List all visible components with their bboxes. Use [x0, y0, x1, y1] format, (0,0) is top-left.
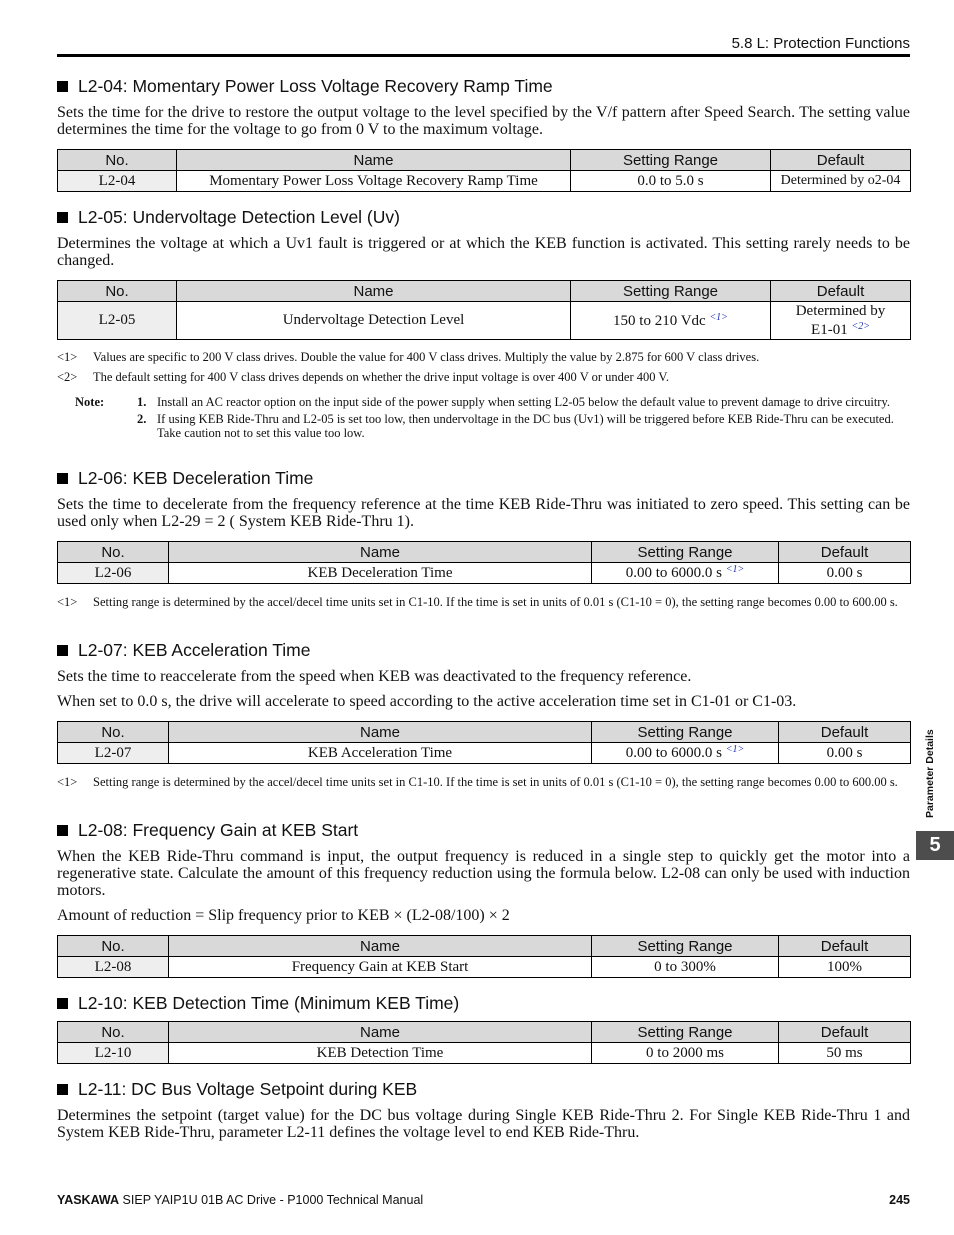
col-header-name: Name [169, 936, 592, 957]
document-title: SIEP YAIP1U 01B AC Drive - P1000 Technical Manual [122, 1193, 424, 1207]
cell-default: 50 ms [779, 1043, 911, 1064]
heading-text: L2-05: Undervoltage Detection Level (Uv) [78, 207, 400, 227]
default-line2: E1-01 [811, 322, 848, 338]
footnote [57, 774, 910, 790]
cell-range [571, 302, 771, 340]
bullet-square-icon [57, 825, 68, 836]
cell-default: 0.00 s [779, 563, 911, 584]
col-header-no: No. [58, 150, 177, 171]
heading-text: L2-11: DC Bus Voltage Setpoint during KEB [78, 1079, 418, 1099]
col-header-range: Setting Range [571, 150, 771, 171]
parameter-table-l2-05 [57, 280, 911, 340]
brand-name: YASKAWA [57, 1193, 120, 1207]
cell-range: 0.0 to 5.0 s [571, 171, 771, 192]
cell-no: L2-05 [58, 302, 177, 340]
table-row [58, 563, 911, 584]
heading-text: L2-04: Momentary Power Loss Voltage Recovery Ramp Time [78, 76, 553, 96]
bullet-square-icon [57, 645, 68, 656]
footnote-mark: <1> [57, 595, 78, 609]
cell-default: 100% [779, 957, 911, 978]
heading-l2-07 [57, 640, 310, 661]
note-block [75, 395, 910, 443]
col-header-no: No. [58, 542, 169, 563]
col-header-default: Default [771, 281, 911, 302]
description-l2-05: Determines the voltage at which a Uv1 fault is triggered or at which the KEB function is activated. This setting rarely needs to be changed. [57, 235, 910, 269]
col-header-range: Setting Range [592, 1022, 779, 1043]
cell-no: L2-04 [58, 171, 177, 192]
col-header-name: Name [177, 150, 571, 171]
footnote [57, 369, 910, 385]
heading-l2-11 [57, 1079, 417, 1100]
footnote-mark: <1> [57, 775, 78, 789]
footnote-ref-link[interactable]: <1> [725, 744, 745, 755]
bullet-square-icon [57, 473, 68, 484]
bullet-square-icon [57, 212, 68, 223]
section-title: 5.8 L: Protection Functions [731, 35, 910, 52]
range-text: 0.00 to 6000.0 s [625, 565, 722, 581]
cell-no: L2-07 [58, 743, 169, 764]
cell-name: Momentary Power Loss Voltage Recovery Ramp Time [177, 171, 571, 192]
note-text: Install an AC reactor option on the input side of the power supply when setting L2-05 below the default value to prevent damage to drive circuitry. [157, 395, 891, 409]
cell-name: Undervoltage Detection Level [177, 302, 571, 340]
footnote-ref-link[interactable]: <1> [725, 564, 745, 575]
cell-name: Frequency Gain at KEB Start [169, 957, 592, 978]
heading-text: L2-08: Frequency Gain at KEB Start [78, 820, 359, 840]
page-number: 245 [889, 1193, 910, 1207]
cell-name: KEB Detection Time [169, 1043, 592, 1064]
parameter-table-l2-04 [57, 149, 911, 192]
col-header-name: Name [169, 542, 592, 563]
cell-name: KEB Acceleration Time [169, 743, 592, 764]
description-l2-08: When the KEB Ride-Thru command is input, the output frequency is reduced in a single step to quickly get the motor into a regenerative state. Calculate the amount of this frequency reduction using the formula below. L2-08 can only be used with induction motors. [57, 848, 910, 899]
footnote-ref-link[interactable]: <1> [709, 311, 728, 323]
cell-default [771, 302, 911, 340]
bullet-square-icon [57, 1084, 68, 1095]
parameter-table-l2-10 [57, 1021, 911, 1064]
chapter-tab[interactable]: 5 [916, 831, 954, 860]
bullet-square-icon [57, 998, 68, 1009]
heading-l2-06 [57, 468, 313, 489]
parameter-table-l2-07 [57, 721, 911, 764]
col-header-no: No. [58, 936, 169, 957]
heading-text: L2-07: KEB Acceleration Time [78, 640, 311, 660]
heading-l2-05 [57, 207, 400, 228]
note-item [75, 412, 910, 440]
footnote-text: Setting range is determined by the accel/decel time units set in C1-10. If the time is set in units of 0.01 s (C1-10 = 0), the setting range becomes 0.00 to 600.00 s. [93, 775, 898, 789]
cell-no: L2-10 [58, 1043, 169, 1064]
col-header-range: Setting Range [571, 281, 771, 302]
formula: Amount of reduction = Slip frequency prior to KEB × (L2-08/100) × 2 [57, 907, 510, 924]
description-l2-07-b: When set to 0.0 s, the drive will accelerate to speed according to the active acceleration time set in C1-01 or C1-03. [57, 693, 797, 710]
col-header-default: Default [779, 1022, 911, 1043]
footnote [57, 349, 910, 365]
cell-default: 0.00 s [779, 743, 911, 764]
col-header-range: Setting Range [592, 936, 779, 957]
cell-no: L2-06 [58, 563, 169, 584]
table-row [58, 743, 911, 764]
heading-l2-10 [57, 993, 459, 1014]
footnote [57, 594, 910, 610]
col-header-no: No. [58, 1022, 169, 1043]
parameter-table-l2-08 [57, 935, 911, 978]
col-header-default: Default [771, 150, 911, 171]
table-row [58, 1043, 911, 1064]
cell-name: KEB Deceleration Time [169, 563, 592, 584]
col-header-name: Name [169, 722, 592, 743]
cell-range: 0 to 2000 ms [592, 1043, 779, 1064]
footnote-mark: <2> [57, 370, 78, 384]
footnote-text: Values are specific to 200 V class drives. Double the value for 400 V class drives. Multiply the value by 2.875 for 600 V class drives. [93, 350, 760, 364]
table-row [58, 302, 911, 340]
cell-no: L2-08 [58, 957, 169, 978]
table-row [58, 957, 911, 978]
heading-text: L2-06: KEB Deceleration Time [78, 468, 314, 488]
default-line1: Determined by [795, 303, 886, 319]
footnote-ref-link[interactable]: <2> [851, 321, 870, 332]
note-number: 1. [137, 395, 147, 409]
col-header-no: No. [58, 281, 177, 302]
col-header-default: Default [779, 542, 911, 563]
parameter-table-l2-06 [57, 541, 911, 584]
heading-l2-04 [57, 76, 553, 97]
col-header-default: Default [779, 936, 911, 957]
description-l2-11: Determines the setpoint (target value) for the DC bus voltage during Single KEB Ride-Thru 2. For Single KEB Ride-Thru 1 and System KEB Ride-Thru, parameter L2-11 defines the voltage level to end KEB Ride-Thru. [57, 1107, 910, 1141]
footnote-mark: <1> [57, 350, 78, 364]
range-text: 0.00 to 6000.0 s [625, 745, 722, 761]
description-l2-04: Sets the time for the drive to restore the output voltage to the level specified by the V/f pattern after Speed Search. The setting value determines the time for the voltage to go from 0 V to the maximum voltage. [57, 104, 910, 138]
heading-text: L2-10: KEB Detection Time (Minimum KEB Time) [78, 993, 460, 1013]
note-item [75, 395, 910, 409]
note-text: If using KEB Ride-Thru and L2-05 is set too low, then undervoltage in the DC bus (Uv1) will be triggered before KEB Ride-Thru can be executed. Take caution not to set this value too low. [157, 412, 894, 440]
description-l2-07: Sets the time to reaccelerate from the speed when KEB was deactivated to the frequency reference. [57, 668, 692, 685]
footnote-text: Setting range is determined by the accel/decel time units set in C1-10. If the time is set in units of 0.01 s (C1-10 = 0), the setting range becomes 0.00 to 600.00 s. [93, 595, 898, 609]
description-l2-06: Sets the time to decelerate from the frequency reference at the time KEB Ride-Thru was initiated to zero speed. This setting can be used only when L2-29 = 2 ( System KEB Ride-Thru 1). [57, 496, 910, 530]
bullet-square-icon [57, 81, 68, 92]
col-header-default: Default [779, 722, 911, 743]
range-text: 150 to 210 Vdc [613, 312, 706, 329]
table-row [58, 171, 911, 192]
chapter-side-label: Parameter Details [924, 729, 936, 818]
cell-range [592, 563, 779, 584]
note-number: 2. [137, 412, 147, 426]
heading-l2-08 [57, 820, 358, 841]
cell-range [592, 743, 779, 764]
header-rule [57, 54, 910, 57]
col-header-no: No. [58, 722, 169, 743]
col-header-name: Name [169, 1022, 592, 1043]
cell-default: Determined by o2-04 [771, 171, 911, 192]
footnote-text: The default setting for 400 V class drives depends on whether the drive input voltage is over 400 V or under 400 V. [93, 370, 669, 384]
note-label: Note: [75, 395, 105, 409]
footer-document [57, 1193, 423, 1207]
col-header-range: Setting Range [592, 722, 779, 743]
cell-range: 0 to 300% [592, 957, 779, 978]
col-header-range: Setting Range [592, 542, 779, 563]
col-header-name: Name [177, 281, 571, 302]
